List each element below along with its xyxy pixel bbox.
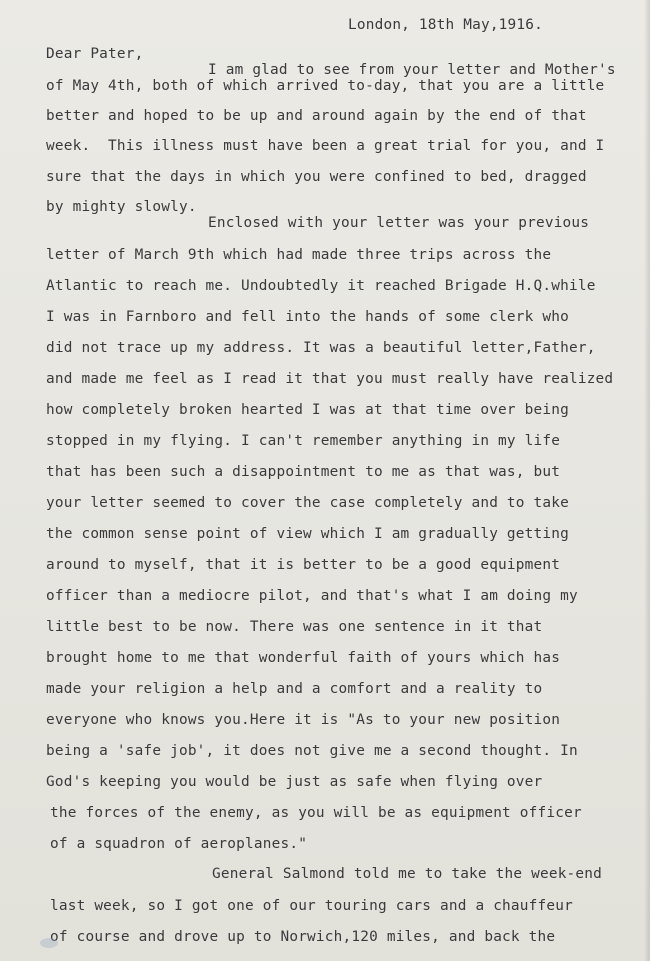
letter-line: around to myself, that it is better to be a good equipment bbox=[46, 557, 561, 573]
letter-line: last week, so I got one of our touring cars and a chauffeur bbox=[50, 898, 573, 914]
letter-line: Atlantic to reach me. Undoubtedly it reached Brigade H.Q.while bbox=[46, 278, 596, 294]
letter-line: I am glad to see from your letter and Mother's bbox=[208, 62, 616, 78]
letter-line: little best to be now. There was one sentence in it that bbox=[46, 619, 543, 635]
letter-line: your letter seemed to cover the case completely and to take bbox=[46, 495, 569, 511]
letter-line: sure that the days in which you were confined to bed, dragged bbox=[46, 169, 587, 185]
letter-line: did not trace up my address. It was a beautiful letter,Father, bbox=[46, 340, 596, 356]
paper-mark bbox=[40, 938, 58, 948]
letter-line: I was in Farnboro and fell into the hands of some clerk who bbox=[46, 309, 569, 325]
letter-line: of a squadron of aeroplanes." bbox=[50, 836, 308, 852]
letter-line: letter of March 9th which had made three trips across the bbox=[46, 247, 552, 263]
page-edge-shadow bbox=[644, 0, 650, 961]
letter-line: officer than a mediocre pilot, and that's what I am doing my bbox=[46, 588, 578, 604]
letter-line: of course and drove up to Norwich,120 miles, and back the bbox=[50, 929, 556, 945]
letter-line: how completely broken hearted I was at that time over being bbox=[46, 402, 569, 418]
letter-line: better and hoped to be up and around again by the end of that bbox=[46, 108, 587, 124]
letter-line: brought home to me that wonderful faith of yours which has bbox=[46, 650, 561, 666]
salutation: Dear Pater, bbox=[46, 46, 144, 62]
letter-line: of May 4th, both of which arrived to-day, that you are a little bbox=[46, 78, 605, 94]
letter-line: and made me feel as I read it that you must really have realized bbox=[46, 371, 614, 387]
letter-line: stopped in my flying. I can't remember anything in my life bbox=[46, 433, 561, 449]
letter-line: the forces of the enemy, as you will be as equipment officer bbox=[50, 805, 582, 821]
letter-line: by mighty slowly. bbox=[46, 199, 197, 215]
letter-line: General Salmond told me to take the week-end bbox=[212, 866, 603, 882]
letter-line: everyone who knows you.Here it is "As to your new position bbox=[46, 712, 561, 728]
letter-line: God's keeping you would be just as safe when flying over bbox=[46, 774, 543, 790]
letter-line: week. This illness must have been a great trial for you, and I bbox=[46, 138, 605, 154]
letter-line: made your religion a help and a comfort and a reality to bbox=[46, 681, 543, 697]
letter-line: that has been such a disappointment to me as that was, but bbox=[46, 464, 561, 480]
letter-line: the common sense point of view which I am gradually getting bbox=[46, 526, 569, 542]
letter-line: Enclosed with your letter was your previous bbox=[208, 215, 590, 231]
letter-line: being a 'safe job', it does not give me a second thought. In bbox=[46, 743, 578, 759]
dateline: London, 18th May,1916. bbox=[348, 17, 544, 33]
